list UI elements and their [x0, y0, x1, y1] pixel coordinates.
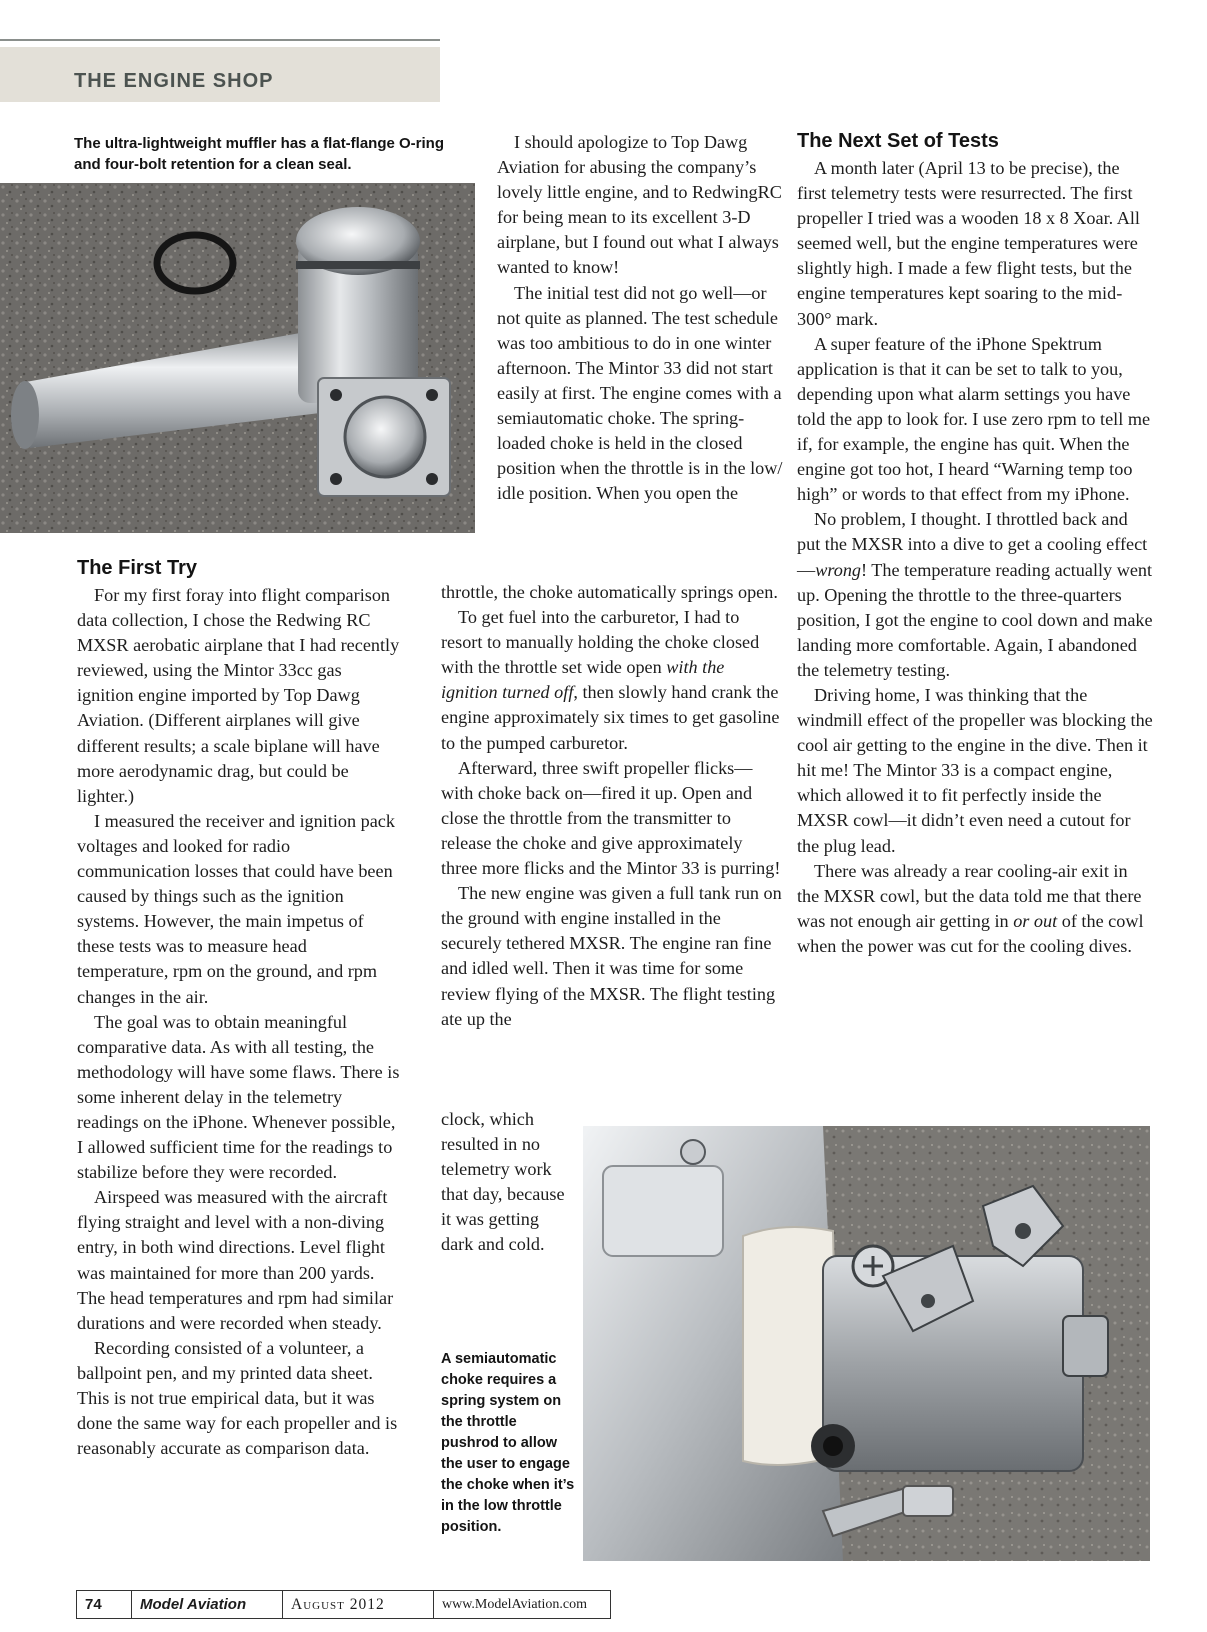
paragraph-continuation: throttle, the choke automatically springs open. — [441, 582, 778, 602]
paragraph: The initial test did not go well—or not quite as planned. The test schedule was too ambitious to do in one winter afternoon. The Mintor 33 did not start easily at first. The engine comes with a semiautomatic choke. The spring-loaded choke is held in the closed position when the throttle is in the low/ idle position. When you open the — [497, 282, 783, 504]
paragraph: Recording consisted of a volunteer, a ballpoint pen, and my printed data sheet. This is not true empirical data, but it was done the same way for each propeller and is reasonably accurate as comparison data. — [77, 1337, 398, 1459]
page-number: 74 — [77, 1591, 132, 1618]
text-run: , then slowly hand crank the engine approximately six times to get gasoline to the pumped carburetor. — [441, 682, 780, 753]
paragraph: Airspeed was measured with the aircraft flying straight and level with a non-diving entry, in both wind directions. Level flight was maintained for more than 200 yards. The head temperatures and rpm had similar durations and were recorded when steady. — [77, 1187, 394, 1333]
text-run: There was already a rear cooling-air exit in the MXSR cowl, but the data told me that there was not enough air getting in — [797, 860, 1142, 931]
column-1 — [77, 555, 402, 1461]
muffler-caption: The ultra-lightweight muffler has a flat-flange O-ring and four-bolt retention for a clean seal. — [74, 135, 445, 173]
heading-next-tests: The Next Set of Tests — [797, 130, 999, 152]
italic-run: wrong — [815, 559, 862, 580]
paragraph-carburetor — [441, 605, 783, 756]
text-run: of the cowl when the power was cut for the cooling dives. — [797, 910, 1144, 956]
column-3 — [797, 128, 1153, 959]
column-2-top — [497, 130, 783, 506]
paragraph: The goal was to obtain meaningful comparative data. As with all testing, the methodology will have some flaws. There is some inherent delay in the telemetry readings on the iPhone. Whenever possible, I allowed sufficient time for the readings to stabilize before they were recorded. — [77, 1011, 400, 1183]
paragraph: I should apologize to Top Dawg Aviation for abusing the company’s lovely little engine, and to RedwingRC for being mean to its excellent 3-D airplane, but I found out what I always wanted to know! — [497, 132, 782, 278]
column-2-middle — [441, 580, 783, 1032]
section-title: THE ENGINE SHOP — [74, 70, 274, 92]
carburetor-caption: A semiautomatic choke requires a spring system on the throttle pushrod to allow the user to engage the choke when it’s in the low throttle position. — [441, 1351, 575, 1535]
heading-first-try: The First Try — [77, 557, 198, 579]
paragraph: I measured the receiver and ignition pack voltages and looked for radio communication losses that could have been caused by things such as the ignition systems. However, the main impetus of these tests was to measure head temperature, rpm on the ground, and rpm changes in the air. — [77, 810, 395, 1007]
paragraph-tail: clock, which resulted in no telemetry work that day, because it was getting dark and cold. — [441, 1109, 565, 1255]
paragraph: Driving home, I was thinking that the windmill effect of the propeller was blocking the cool air getting to the engine in the dive. Then it hit me! The Mintor 33 is a compact engine, which allowed it to fit perfectly inside the MXSR cowl—it didn’t even need a cutout for the plug lead. — [797, 684, 1153, 856]
paragraph: A month later (April 13 to be precise), the first telemetry tests were resurrected. The first propeller I tried was a wooden 18 x 8 Xoar. All seemed well, but the engine temperatures were slightly high. I made a few flight tests, but the engine temperatures kept soaring to the mid-300° mark. — [797, 158, 1140, 329]
muffler-photo — [0, 183, 475, 533]
paragraph-dive — [797, 507, 1153, 683]
paragraph: For my first foray into flight comparison data collection, I chose the Redwing RC MXSR aerobatic airplane that I had recently reviewed, using the Mintor 33cc gas ignition engine imported by Top Dawg Aviation. (Different airplanes will give different results; a scale biplane will have more aerodynamic drag, but could be lighter.) — [77, 585, 400, 806]
paragraph: A super feature of the iPhone Spektrum application is that it can be set to talk to you, depending upon what alarm settings you have told the app to look for. I use zero rpm to tell me if, for example, the engine has quit. When the engine got too hot, I heard “Warning temp too high” or words to that effect from my iPhone. — [797, 333, 1151, 505]
text-run: No problem, I thought. I throttled back and put the MXSR into a dive to get a cooling effect— — [797, 509, 1148, 580]
paragraph: The new engine was given a full tank run on the ground with engine installed in the securely tethered MXSR. The engine ran fine and idled well. Then it was time for some review flying of the MXSR. The flight testing ate up the — [441, 883, 782, 1029]
header-rule — [0, 39, 440, 41]
magazine-name: Model Aviation — [132, 1591, 283, 1618]
text-run: To get fuel into the carburetor, I had to resort to manually holding the choke closed with the throttle set wide open — [441, 607, 760, 678]
italic-run: or out — [1013, 910, 1058, 931]
column-2-tail — [441, 1107, 571, 1258]
paragraph: Afterward, three swift propeller flicks—with choke back on—fired it up. Open and close the throttle from the transmitter to release the choke and give approximately three more flicks and the Mintor 33 is purring! — [441, 757, 781, 879]
carburetor-photo — [583, 1126, 1150, 1561]
text-run: ! The temperature reading actually went up. Opening the throttle to the three-quarters position, I got the engine to cool down and make landing more comfortable. Again, I abandoned the telemetry testing. — [797, 559, 1153, 680]
page-footer — [76, 1590, 611, 1619]
website-link[interactable]: www.ModelAviation.com — [442, 1596, 588, 1612]
issue-date: August 2012 — [283, 1591, 434, 1618]
italic-run: with the ignition turned off — [441, 657, 725, 703]
paragraph-cowl — [797, 859, 1153, 959]
